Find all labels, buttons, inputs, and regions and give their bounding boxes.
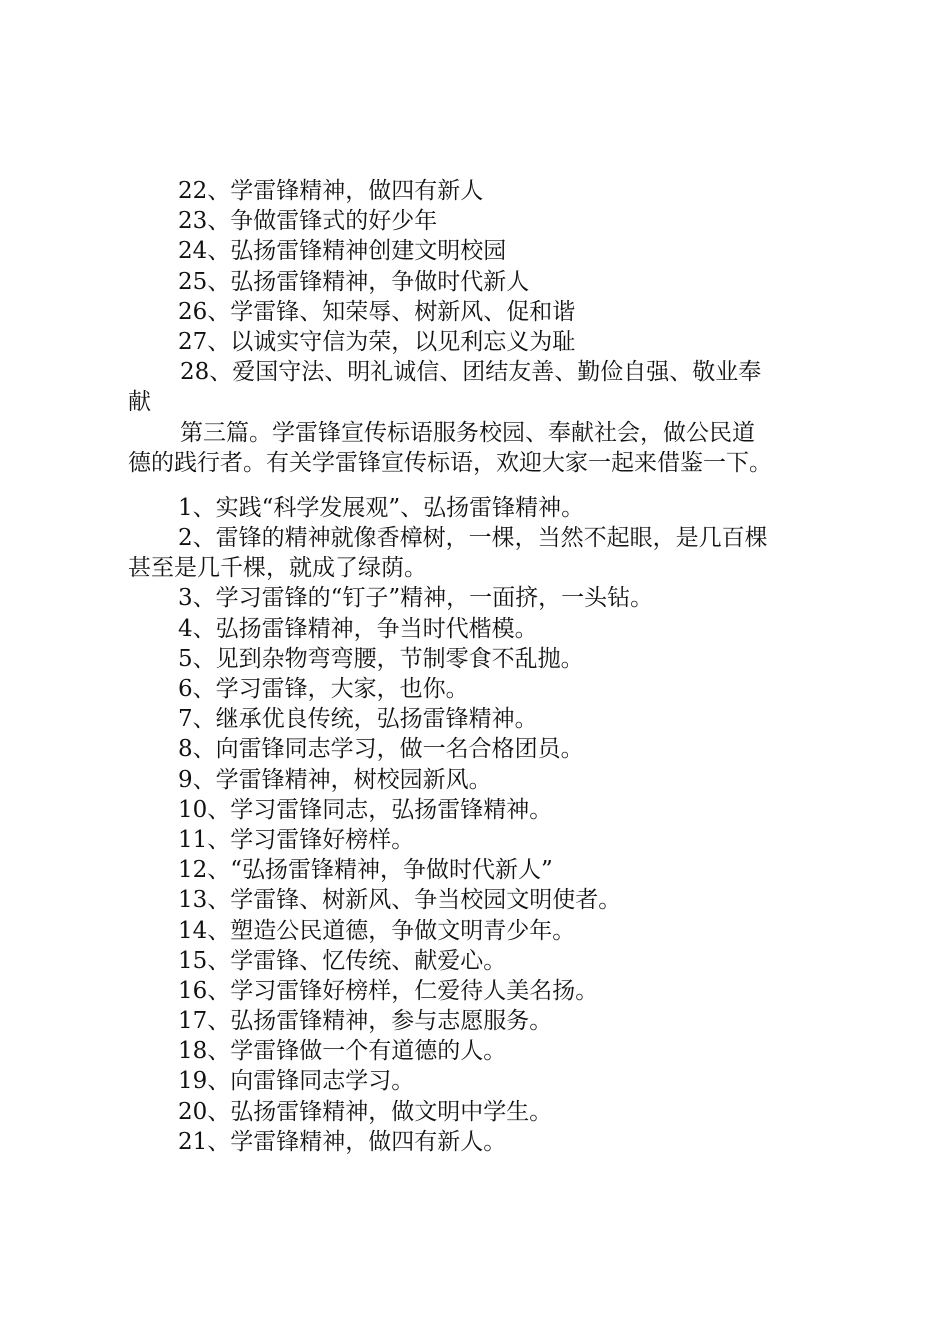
list-item: 23、争做雷锋式的好少年 — [178, 208, 438, 235]
document-body — [128, 176, 848, 1157]
paragraph-gap — [128, 478, 848, 493]
list-item-2 — [128, 523, 848, 583]
list-item: 15、学雷锋、忆传统、献爱心。 — [178, 947, 507, 974]
list-item-2-line1: 2、雷锋的精神就像香樟树，一棵，当然不起眼，是几百棵 — [178, 525, 768, 552]
list-item: 25、弘扬雷锋精神，争做时代新人 — [178, 268, 530, 295]
list-item: 19、向雷锋同志学习。 — [178, 1068, 415, 1095]
list-item-2-line2: 甚至是几千棵，就成了绿荫。 — [128, 555, 427, 582]
list-item: 26、学雷锋、知荣辱、树新风、促和谐 — [178, 298, 576, 325]
list-item-28-line1: 28、爱国守法、明礼诚信、团结友善、勤俭自强、敬业奉 — [180, 359, 762, 386]
section-three-intro-line2: 德的践行者。有关学雷锋宣传标语，欢迎大家一起来借鉴一下。 — [128, 449, 772, 476]
list-item-28-line2: 献 — [128, 389, 151, 416]
list-item: 8、向雷锋同志学习，做一名合格团员。 — [178, 736, 584, 763]
list-item: 17、弘扬雷锋精神，参与志愿服务。 — [178, 1008, 553, 1035]
list-item: 27、以诚实守信为荣，以见利忘义为耻 — [178, 328, 576, 355]
list-item: 12、“弘扬雷锋精神，争做时代新人” — [178, 857, 553, 884]
section-three-intro — [128, 418, 848, 478]
list-item: 22、学雷锋精神，做四有新人 — [178, 178, 484, 204]
list-item: 21、学雷锋精神，做四有新人。 — [178, 1128, 507, 1155]
list-item: 24、弘扬雷锋精神创建文明校园 — [178, 238, 507, 265]
list-item: 13、学雷锋、树新风、争当校园文明使者。 — [178, 887, 622, 914]
list-item: 14、塑造公民道德，争做文明青少年。 — [178, 917, 576, 944]
list-item: 3、学习雷锋的“钉子”精神，一面挤，一头钻。 — [178, 585, 654, 612]
list-item: 10、学习雷锋同志，弘扬雷锋精神。 — [178, 796, 553, 823]
list-item: 16、学习雷锋好榜样，仁爱待人美名扬。 — [178, 977, 599, 1004]
list-item-28 — [128, 357, 848, 417]
list-item: 1、实践“科学发展观”、弘扬雷锋精神。 — [178, 494, 585, 521]
list-item: 11、学习雷锋好榜样。 — [178, 826, 415, 853]
list-item: 5、见到杂物弯弯腰，节制零食不乱抛。 — [178, 645, 584, 672]
list-item: 9、学雷锋精神，树校园新风。 — [178, 766, 492, 793]
list-item: 7、继承优良传统，弘扬雷锋精神。 — [178, 706, 538, 733]
list-item: 4、弘扬雷锋精神，争当时代楷模。 — [178, 615, 538, 642]
section-three-intro-line1: 第三篇。学雷锋宣传标语服务校园、奉献社会，做公民道 — [180, 419, 755, 446]
list-item: 6、学习雷锋，大家，也你。 — [178, 676, 469, 702]
list-item: 20、弘扬雷锋精神，做文明中学生。 — [178, 1098, 553, 1125]
list-item: 18、学雷锋做一个有道德的人。 — [178, 1038, 507, 1065]
